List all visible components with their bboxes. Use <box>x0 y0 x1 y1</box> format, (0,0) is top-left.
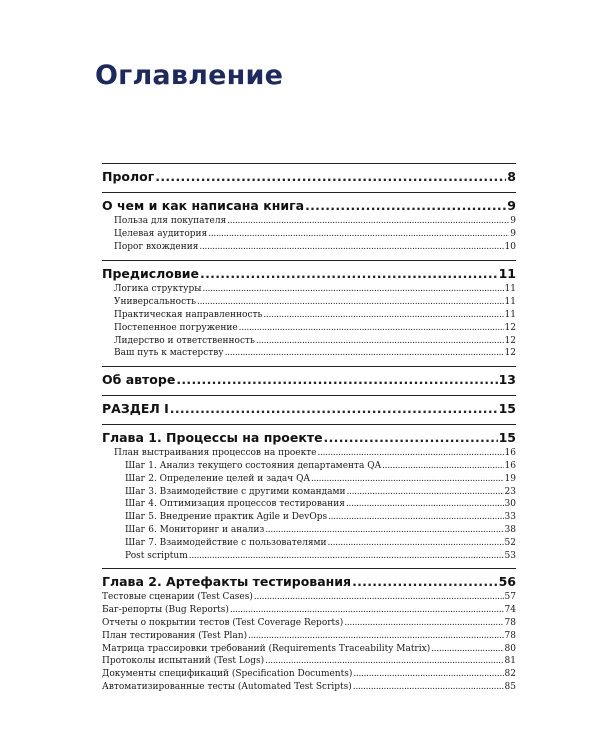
toc-subsubentry[interactable] <box>102 473 516 486</box>
toc-subentry[interactable] <box>102 655 516 668</box>
toc-leader-dots <box>208 228 509 241</box>
toc-leader-dots <box>199 241 503 254</box>
toc-subentry-label: Документы спецификаций (Specification Documents) <box>102 669 353 680</box>
toc-subentry-label: Постепенное погружение <box>114 322 238 333</box>
toc-subentry-label: Шаг 7. Взаимодействие с пользователями <box>125 537 327 548</box>
toc-subentry-page: 12 <box>504 348 516 359</box>
toc-leader-dots <box>170 399 498 418</box>
toc-subentry-label: Шаг 5. Внедрение практик Agile и DevOps <box>125 512 328 523</box>
toc-subentry[interactable] <box>102 681 516 694</box>
toc-subentry-page: 9 <box>510 228 516 239</box>
toc-subentry[interactable] <box>102 241 516 254</box>
toc-subentry-page: 16 <box>504 448 516 459</box>
toc-subentry[interactable] <box>102 447 516 460</box>
toc-subentry-label: План тестирования (Test Plan) <box>102 630 248 641</box>
toc-leader-dots <box>344 617 503 630</box>
toc-subentry-label: Универсальность <box>114 297 197 308</box>
toc-subentry-page: 30 <box>504 499 516 510</box>
toc-subentry-page: 11 <box>504 297 516 308</box>
toc-leader-dots <box>263 309 503 322</box>
toc-subentry-label: Шаг 4. Оптимизация процессов тестирования <box>125 499 345 510</box>
toc-subentry[interactable] <box>102 335 516 348</box>
toc-subentry-page: 23 <box>504 486 516 497</box>
toc-leader-dots <box>202 283 503 296</box>
toc-subentry[interactable] <box>102 347 516 360</box>
toc-subentry-label: Польза для покупателя <box>114 216 227 226</box>
toc-subentry-page: 38 <box>504 524 516 535</box>
toc-subentry-label: Практическая направленность <box>114 309 263 320</box>
toc-entry-page: 13 <box>498 372 516 388</box>
toc-leader-dots <box>382 460 503 473</box>
toc-entry-page: 15 <box>498 430 516 446</box>
toc-leader-dots <box>200 264 498 283</box>
toc-subentry[interactable] <box>102 296 516 309</box>
toc-subentry-page: 11 <box>504 309 516 320</box>
toc-subentry-label: Автоматизированные тесты (Automated Test Scripts) <box>102 681 352 692</box>
toc-leader-dots <box>305 196 506 215</box>
toc-subentry-label: Шаг 1. Анализ текущего состояния департамента QA <box>125 460 382 471</box>
toc-subentry[interactable] <box>102 643 516 656</box>
toc-leader-dots <box>265 524 503 537</box>
toc-leader-dots <box>324 428 498 447</box>
toc-subentry-label: Тестовые сценарии (Test Cases) <box>102 592 253 603</box>
toc-subentry-page: 52 <box>504 537 516 548</box>
toc-leader-dots <box>346 498 504 511</box>
toc-subentry[interactable] <box>102 283 516 296</box>
toc-subentry[interactable] <box>102 604 516 617</box>
toc-leader-dots <box>230 604 504 617</box>
toc-subentry-page: 78 <box>504 617 516 628</box>
toc-entry-label: Глава 2. Артефакты тестирования <box>102 574 352 590</box>
toc-entry-chapter-2[interactable] <box>102 568 516 591</box>
toc-subentry-label: Лидерство и ответственность <box>114 335 255 346</box>
toc-subentry[interactable] <box>102 322 516 335</box>
toc-subentry-page: 12 <box>504 322 516 333</box>
toc-leader-dots <box>353 668 503 681</box>
toc-leader-dots <box>155 167 506 186</box>
toc-leader-dots <box>352 572 498 591</box>
toc-subsubentry[interactable] <box>102 486 516 499</box>
toc-leader-dots <box>431 643 503 656</box>
toc-leader-dots <box>347 486 504 499</box>
toc-entry-about-author[interactable] <box>102 366 516 389</box>
toc-subsubentry[interactable] <box>102 498 516 511</box>
toc-subentry-page: 74 <box>504 605 516 616</box>
toc-leader-dots <box>318 447 504 460</box>
toc-subentry[interactable] <box>102 309 516 322</box>
toc-entry-label: Предисловие <box>102 266 200 282</box>
toc-leader-dots <box>254 591 504 604</box>
toc-entry-page: 15 <box>498 401 516 417</box>
toc-subentry-page: 11 <box>504 284 516 295</box>
toc-subentry[interactable] <box>102 215 516 228</box>
toc-subentry-label: Порог вхождения <box>114 241 199 252</box>
toc-entry-page: 8 <box>507 169 516 184</box>
toc-leader-dots <box>225 347 504 360</box>
toc-subentry[interactable] <box>102 617 516 630</box>
toc-subsubentry[interactable] <box>102 511 516 524</box>
toc-subsubentry[interactable] <box>102 550 516 563</box>
toc-subentry-label: Отчеты о покрытии тестов (Test Coverage Reports) <box>102 617 344 628</box>
toc-subentry-page: 19 <box>504 473 516 484</box>
toc-entry-page: 9 <box>507 198 516 213</box>
toc-leader-dots <box>239 322 504 335</box>
toc-entry-section-1[interactable] <box>102 395 516 418</box>
toc-subentry-page: 9 <box>510 216 516 226</box>
toc-leader-dots <box>197 296 504 309</box>
toc-subentry-label: Логика структуры <box>114 284 202 295</box>
page-title: Оглавление <box>95 60 284 91</box>
toc-leader-dots <box>265 655 503 668</box>
toc-leader-dots <box>227 215 509 228</box>
toc-subsubentry[interactable] <box>102 524 516 537</box>
toc-entry-label: Об авторе <box>102 372 176 388</box>
toc-subentry-label: Целевая аудитория <box>114 228 208 239</box>
toc-subentry[interactable] <box>102 591 516 604</box>
toc-subentry[interactable] <box>102 668 516 681</box>
toc-leader-dots <box>189 550 504 563</box>
toc-entry-chapter-1[interactable] <box>102 424 516 447</box>
toc-entry-label: Глава 1. Процессы на проекте <box>102 430 323 446</box>
toc-leader-dots <box>311 473 504 486</box>
toc-subentry-page: 53 <box>504 550 516 561</box>
toc-subentry-page: 82 <box>504 669 516 680</box>
toc-entry-label: О чем и как написана книга <box>102 198 305 213</box>
toc-subentry-page: 85 <box>504 681 516 692</box>
toc-subentry-label: План выстраивания процессов на проекте <box>114 448 317 459</box>
toc-entry-label: Пролог <box>102 169 155 184</box>
toc-entry-prolog[interactable] <box>102 163 516 186</box>
toc-subentry-label: Протоколы испытаний (Test Logs) <box>102 656 265 667</box>
toc-subentry-page: 10 <box>504 241 516 252</box>
toc-leader-dots <box>176 370 497 389</box>
toc-subentry-label: Post scriptum <box>125 550 188 561</box>
toc-leader-dots <box>328 537 504 550</box>
toc-subentry-label: Шаг 3. Взаимодействие с другими командами <box>125 486 346 497</box>
toc-subentry-page: 16 <box>504 460 516 471</box>
toc-subentry-page: 81 <box>504 656 516 667</box>
toc-subentry-label: Шаг 6. Мониторинг и анализ <box>125 524 265 535</box>
toc-subentry[interactable] <box>102 630 516 643</box>
toc-leader-dots <box>328 511 503 524</box>
toc-entry-page: 11 <box>498 266 516 282</box>
toc-subentry-page: 78 <box>504 630 516 641</box>
toc-subentry[interactable] <box>102 228 516 241</box>
toc-subentry-label: Баг-репорты (Bug Reports) <box>102 605 229 616</box>
toc-entry-label: РАЗДЕЛ I <box>102 401 169 417</box>
toc-subentry-label: Ваш путь к мастерству <box>114 348 224 359</box>
toc-subentry-label: Матрица трассировки требований (Requirements Traceability Matrix) <box>102 643 431 654</box>
toc-entry-about-book[interactable] <box>102 192 516 215</box>
toc-subsubentry[interactable] <box>102 460 516 473</box>
toc-subsubentry[interactable] <box>102 537 516 550</box>
toc-entry-preface[interactable] <box>102 260 516 283</box>
toc-subentry-page: 80 <box>504 643 516 654</box>
toc-subentry-page: 57 <box>504 592 516 603</box>
toc-subentry-label: Шаг 2. Определение целей и задач QA <box>125 473 310 484</box>
toc-leader-dots <box>353 681 504 694</box>
toc-leader-dots <box>256 335 504 348</box>
toc-entry-page: 56 <box>498 574 516 590</box>
toc-leader-dots <box>248 630 503 643</box>
toc-subentry-page: 33 <box>504 512 516 523</box>
toc-subentry-page: 12 <box>504 335 516 346</box>
table-of-contents <box>102 163 516 694</box>
